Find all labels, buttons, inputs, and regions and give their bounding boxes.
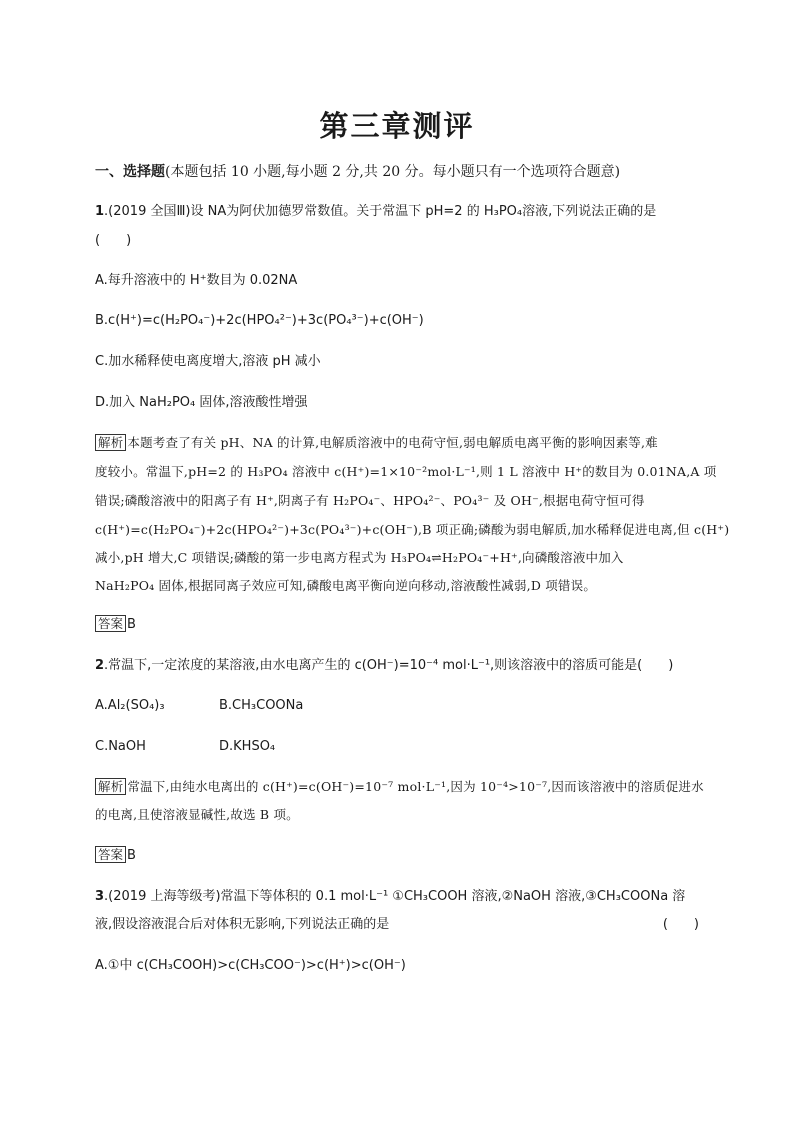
- question-text: .常温下,一定浓度的某溶液,由水电离产生的 c(OH⁻)=10⁻⁴ mol·L⁻¹,则该溶液中的溶质可能是( ): [104, 658, 674, 673]
- q1-option-b: B.c(H⁺)=c(H₂PO₄⁻)+2c(HPO₄²⁻)+3c(PO₄³⁻)+c(OH⁻): [95, 313, 424, 328]
- q1-explanation-line-5: 减小,pH 增大,C 项错误;磷酸的第一步电离方程式为 H₃PO₄⇌H₂PO₄⁻+H⁺,向磷酸溶液中加入: [95, 550, 624, 565]
- section-heading: [95, 163, 699, 181]
- q2-explanation-line-2: 的电离,且使溶液显碱性,故选 B 项。: [95, 807, 299, 822]
- q2-explanation-line-1: [95, 778, 704, 796]
- question-2-stem: [95, 657, 699, 675]
- q2-option-c: C.NaOH: [95, 739, 146, 754]
- q1-explanation-line-4: c(H⁺)=c(H₂PO₄⁻)+2c(HPO₄²⁻)+3c(PO₄³⁻)+c(OH⁻),B 项正确;磷酸为弱电解质,加水稀释促进电离,但 c(H⁺): [95, 522, 730, 537]
- explanation-tag: 解析: [95, 778, 126, 795]
- page-title: 第三章测评: [319, 109, 475, 143]
- explanation-tag: 解析: [95, 434, 126, 451]
- q1-explanation-line-2: 度较小。常温下,pH=2 的 H₃PO₄ 溶液中 c(H⁺)=1×10⁻²mol·L⁻¹,则 1 L 溶液中 H⁺的数目为 0.01NA,A 项: [95, 464, 717, 479]
- question-1-stem: [95, 203, 699, 221]
- q1-explanation-line-1: [95, 434, 699, 452]
- answer-tag: 答案: [95, 846, 126, 863]
- q2-option-b: B.CH₃COONa: [219, 698, 304, 713]
- answer-value: B: [127, 617, 136, 632]
- explanation-text: 本题考查了有关 pH、NA 的计算,电解质溶液中的电荷守恒,弱电解质电离平衡的影响因素等,难: [127, 435, 658, 450]
- q1-explanation-line-6: NaH₂PO₄ 固体,根据同离子效应可知,磷酸电离平衡向逆向移动,溶液酸性减弱,D 项错误。: [95, 578, 597, 593]
- question-3-paren: ( ): [662, 917, 699, 932]
- question-number: 1: [95, 204, 105, 219]
- question-1-paren: ( ): [95, 233, 132, 248]
- answer-value: B: [127, 848, 136, 863]
- q1-option-c: C.加水稀释使电离度增大,溶液 pH 减小: [95, 354, 321, 369]
- q3-option-a: A.①中 c(CH₃COOH)>c(CH₃COO⁻)>c(H⁺)>c(OH⁻): [95, 958, 406, 973]
- section-head: 一、选择题: [95, 164, 165, 180]
- q2-option-d: D.KHSO₄: [219, 739, 276, 754]
- question-text: .(2019 全国Ⅲ)设 NA为阿伏加德罗常数值。关于常温下 pH=2 的 H₃PO₄溶液,下列说法正确的是: [104, 204, 657, 219]
- q2-options-row-1: [95, 697, 699, 715]
- q2-options-row-2: [95, 738, 699, 756]
- question-number: 2: [95, 658, 105, 673]
- question-text: .(2019 上海等级考)常温下等体积的 0.1 mol·L⁻¹ ①CH₃COOH 溶液,②NaOH 溶液,③CH₃COONa 溶: [104, 889, 686, 904]
- q1-answer: [95, 615, 699, 634]
- explanation-text: 常温下,由纯水电离出的 c(H⁺)=c(OH⁻)=10⁻⁷ mol·L⁻¹,因为 10⁻⁴>10⁻⁷,因而该溶液中的溶质促进水: [127, 779, 704, 794]
- q2-option-a: A.Al₂(SO₄)₃: [95, 698, 165, 713]
- question-text-cont: 液,假设溶液混合后对体积无影响,下列说法正确的是: [95, 917, 390, 932]
- answer-tag: 答案: [95, 615, 126, 632]
- q1-explanation-line-3: 错误;磷酸溶液中的阳离子有 H⁺,阴离子有 H₂PO₄⁻、HPO₄²⁻、PO₄³⁻ 及 OH⁻,根据电荷守恒可得: [95, 493, 645, 508]
- q1-option-d: D.加入 NaH₂PO₄ 固体,溶液酸性增强: [95, 395, 308, 410]
- question-number: 3: [95, 889, 105, 904]
- question-3-stem-line-2: [95, 916, 699, 934]
- question-3-stem: [95, 888, 699, 906]
- q1-option-a: A.每升溶液中的 H⁺数目为 0.02NA: [95, 273, 298, 288]
- q2-answer: [95, 846, 699, 865]
- section-instructions: (本题包括 10 小题,每小题 2 分,共 20 分。每小题只有一个选项符合题意): [165, 164, 621, 180]
